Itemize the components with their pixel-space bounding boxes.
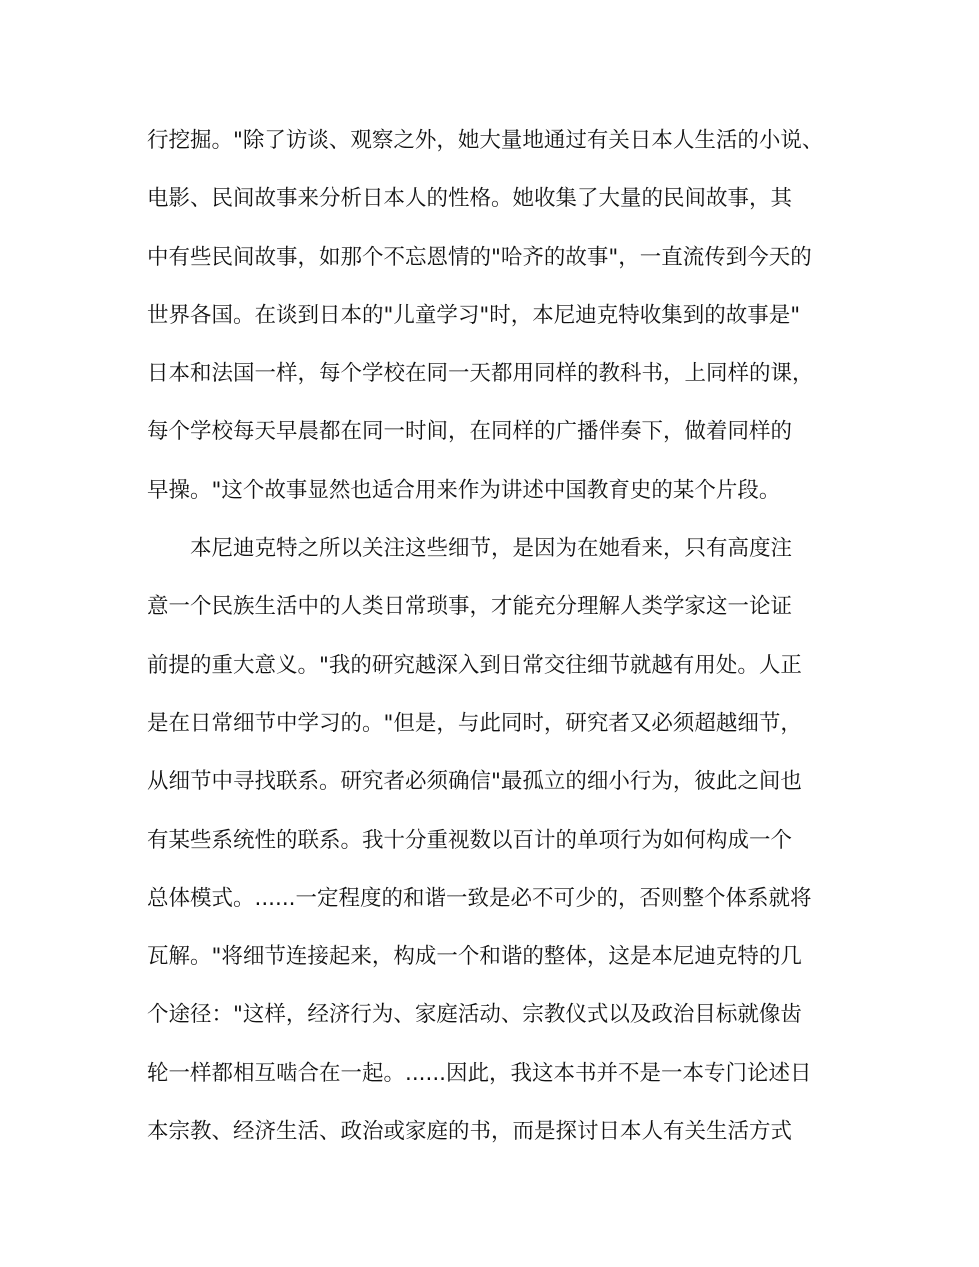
text-line: 有某些系统性的联系。我十分重视数以百计的单项行为如何构成一个 xyxy=(147,827,793,853)
text-line: 早操。"这个故事显然也适合用来作为讲述中国教育史的某个片段。 xyxy=(147,477,781,503)
text-line: 总体模式。......一定程度的和谐一致是必不可少的，否则整个体系就将 xyxy=(147,885,812,911)
text-line: 意一个民族生活中的人类日常琐事，才能充分理解人类学家这一论证 xyxy=(147,594,793,620)
text-line: 中有些民间故事，如那个不忘恩情的"哈齐的故事"，一直流传到今天的 xyxy=(147,244,812,270)
text-line: 是在日常细节中学习的。"但是，与此同时，研究者又必须超越细节， xyxy=(147,710,802,736)
text-line: 从细节中寻找联系。研究者必须确信"最孤立的细小行为，彼此之间也 xyxy=(147,769,802,795)
body-text xyxy=(147,112,847,1161)
text-line: 世界各国。在谈到日本的"儿童学习"时，本尼迪克特收集到的故事是" xyxy=(147,302,801,328)
text-line: 电影、民间故事来分析日本人的性格。她收集了大量的民间故事，其 xyxy=(147,186,793,212)
text-line: 瓦解。"将细节连接起来，构成一个和谐的整体，这是本尼迪克特的几 xyxy=(147,944,802,970)
text-line: 个途径："这样，经济行为、家庭活动、宗教仪式以及政治目标就像齿 xyxy=(147,1002,802,1028)
text-line: 本宗教、经济生活、政治或家庭的书，而是探讨日本人有关生活方式 xyxy=(147,1119,793,1145)
text-line: 行挖掘。"除了访谈、观察之外，她大量地通过有关日本人生活的小说、 xyxy=(147,128,824,153)
text-line: 前提的重大意义。"我的研究越深入到日常交往细节就越有用处。人正 xyxy=(147,652,802,678)
paragraph-start-line: 本尼迪克特之所以关注这些细节，是因为在她看来，只有高度注 xyxy=(190,536,793,562)
text-line: 日本和法国一样，每个学校在同一天都用同样的教科书，上同样的课， xyxy=(147,361,814,387)
text-line: 轮一样都相互啮合在一起。......因此，我这本书并不是一本专门论述日 xyxy=(147,1060,812,1086)
text-line: 每个学校每天早晨都在同一时间，在同样的广播伴奏下，做着同样的 xyxy=(147,419,793,445)
